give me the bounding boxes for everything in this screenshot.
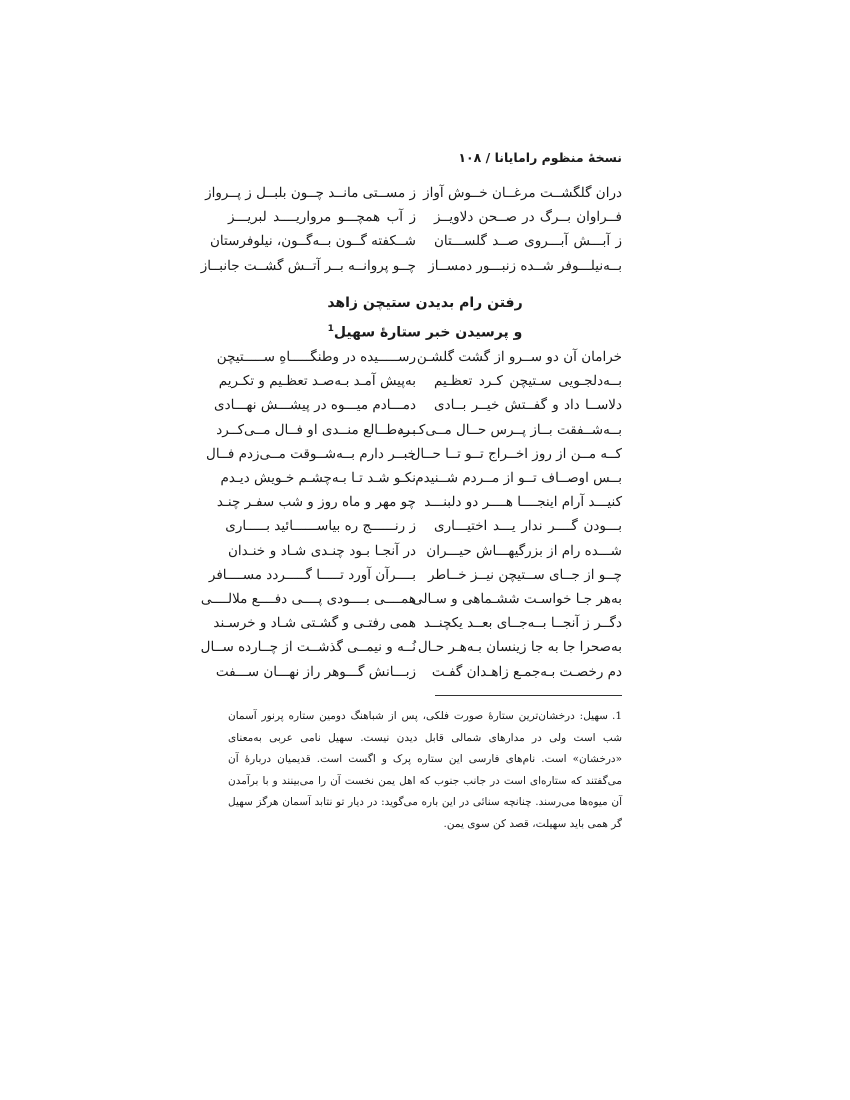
footnote (228, 706, 622, 835)
section-title-line2: و پرسیدن خبر ستارهٔ سهیل (333, 324, 523, 341)
hemistich-right: بـــودن گــــر ندار یـــد اختیـــاری (434, 518, 622, 535)
couplet (200, 635, 622, 659)
hemistich-right: چــو از جــای ســتیچن نیــز خــاطر (427, 566, 622, 583)
hemistich-right: فــراوان بــرگ در صــحن دلاویــز (434, 209, 622, 226)
couplet (228, 539, 622, 563)
hemistich-right: دران گلگشــت مرغــان خــوش آواز (423, 185, 622, 202)
couplet (200, 587, 622, 611)
hemistich-left: نکـو شـد تـا بـه‌چشـم خـویش دیـدم (220, 470, 416, 487)
hemistich-left: بــه‌طــالع منــدی او فــال مــی‌کــرد (216, 421, 416, 438)
section-title-line1: رفتن رام بدیدن ستیچن زاهد (327, 295, 523, 311)
hemistich-left: در آنجـا بـود چنـدی شـاد و خنـدان (228, 542, 416, 559)
hemistich-left: زبـــانش گـــوهر راز نهـــان ســـفت (215, 663, 416, 680)
couplet (218, 369, 622, 393)
verses-top (200, 181, 622, 278)
hemistich-right: بــس اوصــاف تــو از مــردم شــنیدم (415, 470, 622, 487)
couplet (206, 442, 622, 466)
hemistich-left: همــــی بــــودی پــــی دفــــع ملالــــی (200, 590, 416, 607)
book-title: نسخهٔ منظوم رامایانا (494, 150, 622, 165)
hemistich-left: به‌پیش آمـد بـه‌صـد تعظـیم و تکـریم (218, 373, 416, 390)
hemistich-right: به‌هر جـا خواسـت ششـماهی و سـالی (412, 590, 622, 607)
couplet (225, 514, 622, 538)
couplet (216, 490, 622, 514)
hemistich-left: چــو پروانــه بــر آتــش گشــت جانبــاز (200, 257, 416, 274)
running-header (228, 150, 622, 165)
footnote-text: سهیل: درخشان‌ترین ستارهٔ صورت فلکی، پس از شباهنگ دومین ستاره پرنور آسمان شب است ولی در مدارهای شمالی قابل دیدن نیست. سهیل نامی عربی به‌معنای «درخشان» است. نام‌های فارسی این ستاره پرک و اگست است. قدیمیان دربارهٔ آن می‌گفتند که ستاره‌ای است در جانب جنوب که اهل یمن نخست آن را می‌بینند و با برآمدن آن میوه‌ها می‌رسند. چنانچه سنائی در این باره می‌گوید: در دیار تو نتابد آسمان هرگز سهیل گر همی باید سهیلت، قصد کن سوی یمن. (228, 710, 622, 830)
couplet (210, 229, 622, 253)
hemistich-left: ز آب همچـــو مرواریــــد لبریـــز (228, 209, 416, 226)
hemistich-right: دلاســا داد و گفــتش خیــر بــادی (434, 397, 622, 414)
couplet (213, 611, 622, 635)
couplet (208, 563, 622, 587)
hemistich-left: رســـــیده در وطنگـــــاهِ ســـــتیچن (216, 349, 416, 366)
footnote-number: 1. (611, 710, 622, 722)
section-title (228, 290, 622, 346)
couplet (220, 466, 622, 490)
hemistich-right: ز آبـــش آبـــروی صــد گلســـتان (434, 233, 622, 250)
hemistich-left: دمـــادم میـــوه در پیشـــش نهـــادی (214, 397, 416, 414)
section-title-line2-wrap (228, 316, 622, 346)
hemistich-left: ز مســتی مانــد چــون بلبــل ز پــرواز (205, 185, 416, 202)
page-number: ۱۰۸ (458, 150, 482, 165)
hemistich-right: به‌صحرا جا به جا زینسان بـه‌هـر حـال (417, 639, 622, 656)
couplet (216, 345, 622, 369)
hemistich-left: نُــه و نیمــی گذشــت از چــارده ســال (200, 639, 416, 656)
hemistich-left: همی رفتـی و گشـتی شـاد و خرسـند (213, 615, 416, 632)
couplet (214, 393, 622, 417)
couplet (205, 181, 622, 205)
couplet (215, 659, 622, 683)
verses-main (200, 345, 622, 684)
hemistich-left: ز رنــــــج ره بیاســــــائید بـــــاری (225, 518, 416, 535)
hemistich-right: شـــده رام از بزرگیهـــاش حیـــران (426, 542, 622, 559)
hemistich-left: چو مهر و ماه روز و شب سفـر چنـد (216, 494, 416, 511)
hemistich-right: کــه مــن از روز اخــراج تــو تــا حــال (410, 445, 622, 462)
couplet (228, 205, 622, 229)
footnote-reference[interactable]: 1 (327, 324, 334, 334)
hemistich-right: دم رخصـت بـه‌جمـع زاهـدان گفـت (431, 663, 622, 680)
couplet (216, 418, 622, 442)
hemistich-left: خبــر دارم بــه‌شــوقت مــی‌زدم فــال (206, 445, 416, 462)
couplet (200, 254, 622, 278)
hemistich-left: بــــرآن آورد تـــــا گـــــردد مســــافر (208, 566, 416, 583)
hemistich-right: خرامان آن دو ســرو از گشت گلشـن (416, 349, 622, 366)
hemistich-left: شــکفته گــون بــه‌گــون، نیلوفرستان (210, 233, 416, 250)
hemistich-right: بــه‌نیلـــوفر شــده زنبـــور دمســاز (428, 257, 622, 274)
hemistich-right: کنیـــد آرام اینجــــا هــــر دو دلبنـــد (424, 494, 622, 511)
hemistich-right: دگــر ز آنجــا بــه‌جــای بعــد یکچنــد (423, 615, 622, 632)
hemistich-right: بــه‌شــفقت بــاز پــرس حــال مــی‌کــرد (397, 421, 622, 438)
hemistich-right: بــه‌دلجـویی سـتیچن کـرد تعظـیم (434, 373, 622, 390)
header-separator: / (485, 150, 491, 165)
footnote-divider (435, 695, 622, 696)
